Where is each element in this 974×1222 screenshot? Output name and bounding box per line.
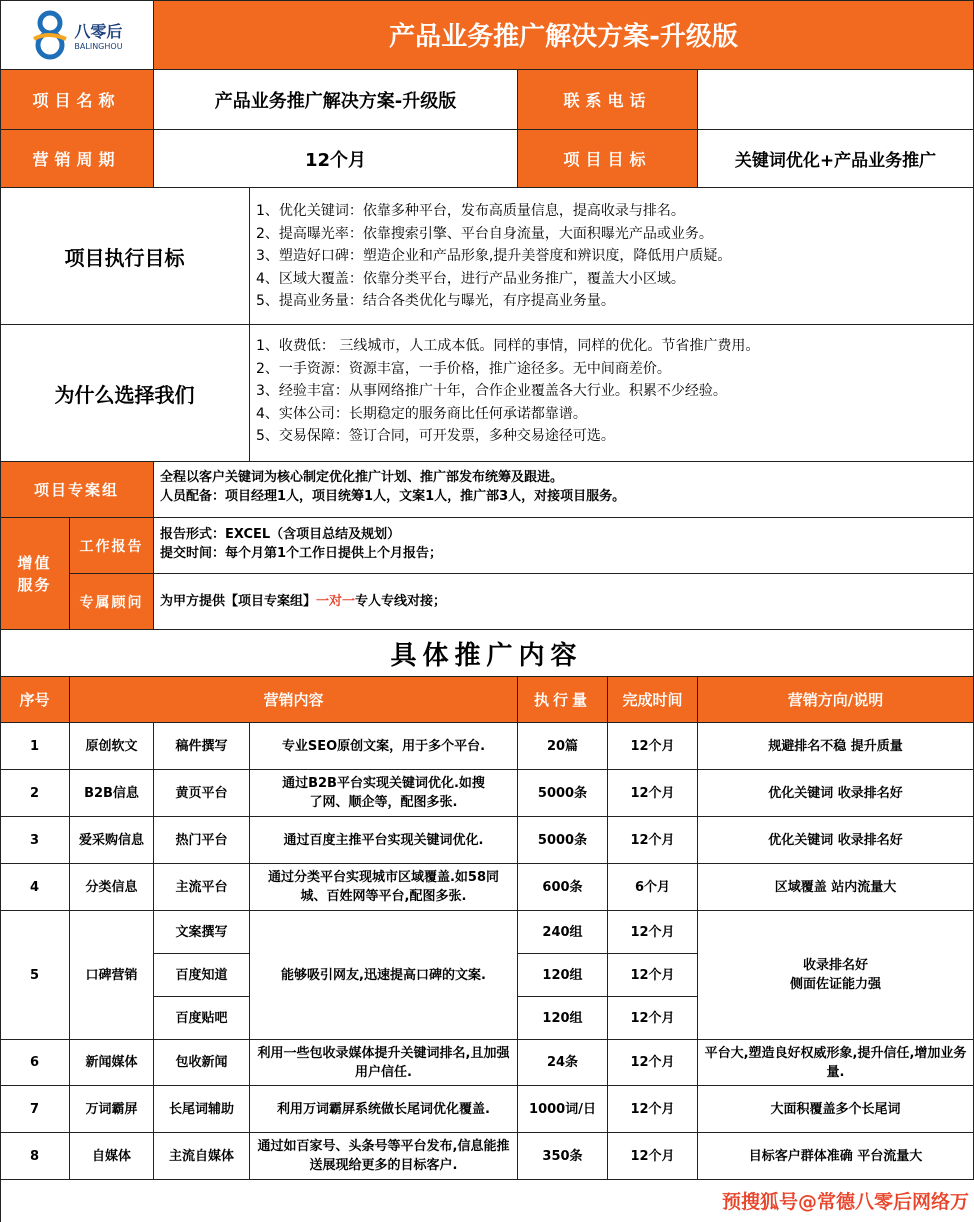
- goals-list: [250, 188, 974, 325]
- report-text: 报告形式：EXCEL（含项目总结及规划） 提交时间：每个月第1个工作日提供上个月报告；: [154, 518, 974, 574]
- why-label: 为什么选择我们: [0, 325, 250, 462]
- list-item: 2、提高曝光率：依靠搜索引擎、平台自身流量，大面积曝光产品或业务。: [256, 225, 713, 242]
- list-item: 4、区域大覆盖：依靠分类平台，进行产品业务推广，覆盖大小区域。: [256, 270, 685, 287]
- col-header-content: 营销内容: [70, 677, 518, 723]
- advisor-label: 专属顾问: [70, 574, 154, 630]
- col-header-qty: 执行量: [518, 677, 608, 723]
- target-value: 关键词优化+产品业务推广: [698, 130, 974, 188]
- why-list: [250, 325, 974, 462]
- logo-text: 八零后: [74, 21, 123, 41]
- list-item: 1、优化关键词：依靠多种平台，发布高质量信息，提高收录与排名。: [256, 203, 685, 219]
- report-label: 工作报告: [70, 518, 154, 574]
- project-name-label: 项目名称: [0, 70, 154, 130]
- goals-label: 项目执行目标: [0, 188, 250, 325]
- list-item: 5、交易保障：签订合同，可开发票，多种交易途径可选。: [256, 428, 615, 445]
- phone-value: [698, 70, 974, 130]
- advisor-text: 为甲方提供【项目专案组】 一对一 专人专线对接；: [154, 574, 974, 630]
- section-title: 具体推广内容: [0, 630, 974, 677]
- cycle-label: 营销周期: [0, 130, 154, 188]
- col-header-desc: 营销方向/说明: [698, 677, 974, 723]
- col-header-no: 序号: [0, 677, 70, 723]
- logo-subtext: BALINGHOU: [74, 41, 123, 51]
- team-label: 项目专案组: [0, 462, 154, 518]
- list-item: 3、塑造好口碑：塑造企业和产品形象,提升美誉度和辨识度，降低用户质疑。: [256, 248, 732, 265]
- logo-area: [0, 0, 154, 70]
- target-label: 项目目标: [518, 130, 698, 188]
- phone-label: 联系电话: [518, 70, 698, 130]
- list-item: 1、收费低： 三线城市，人工成本低。同样的事情，同样的优化。节省推广费用。: [256, 338, 760, 354]
- project-name-value: 产品业务推广解决方案-升级版: [154, 70, 518, 130]
- team-text: 全程以客户关键词为核心制定优化推广计划、推广部发布统筹及跟进。 人员配备：项目经理1人，项目统筹1人，文案1人，推广部3人，对接项目服务。: [154, 462, 974, 518]
- footer-watermark: 预搜狐号@常德八零后网络万: [722, 1191, 970, 1213]
- list-item: 2、一手资源：资源丰富，一手价格，推广途径多。无中间商差价。: [256, 360, 671, 377]
- value-added-label: 增值服务: [0, 518, 70, 630]
- page-title: 产品业务推广解决方案-升级版: [154, 0, 974, 70]
- list-item: 5、提高业务量：结合各类优化与曝光，有序提高业务量。: [256, 293, 615, 310]
- cycle-value: 12个月: [154, 130, 518, 188]
- col-header-time: 完成时间: [608, 677, 698, 723]
- list-item: 4、实体公司：长期稳定的服务商比任何承诺都靠谱。: [256, 405, 587, 422]
- list-item: 3、经验丰富：从事网络推广十年，合作企业覆盖各大行业。积累不少经验。: [256, 383, 727, 400]
- logo-icon: [30, 9, 70, 61]
